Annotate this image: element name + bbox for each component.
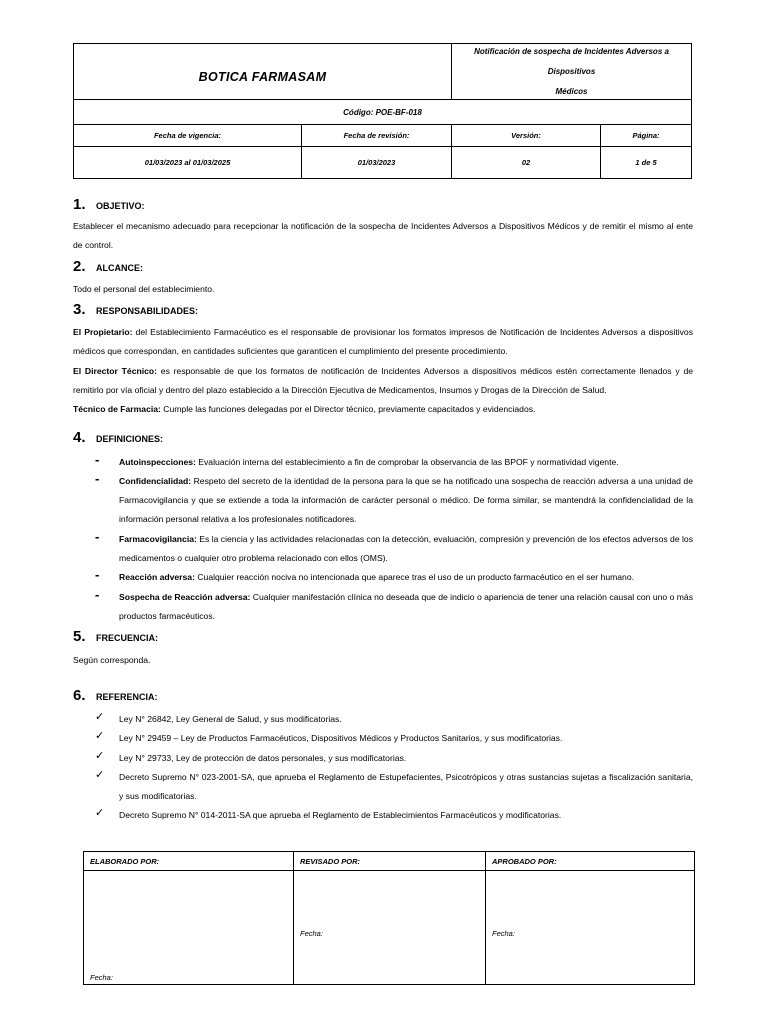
definicion-text: Es la ciencia y las actividades relacionadas con la detección, evaluación, compresión y prevención de los efectos adversos de los medicamentos o cualquier otro problema relacionado con ellos (OMS). <box>119 534 693 563</box>
signature-date-label: Fecha: <box>90 973 113 982</box>
section-number: 4. <box>73 429 86 446</box>
referencia-item <box>95 729 693 748</box>
section-title: RESPONSABILIDADES: <box>96 306 199 316</box>
definicion-text: Evaluación interna del establecimiento a fin de comprobar la observancia de las BPOF y normatividad vigente. <box>195 457 619 467</box>
document-title-line: Notificación de sospecha de Incidentes Adversos a <box>474 46 669 56</box>
responsabilidad-propietario <box>73 323 693 361</box>
responsabilidad-text: Cumple las funciones delegadas por el Director técnico, previamente capacitados y evidenciados. <box>160 404 536 414</box>
definicion-item <box>95 453 693 472</box>
section-heading-referencia <box>73 687 158 704</box>
section-number: 3. <box>73 301 86 318</box>
alcance-paragraph: Todo el personal del establecimiento. <box>73 284 215 294</box>
section-title: ALCANCE: <box>96 263 143 273</box>
responsabilidad-term: El Propietario: <box>73 327 133 337</box>
referencia-item <box>95 806 693 825</box>
checkmark-icon: ✓ <box>95 750 105 762</box>
checkmark-icon: ✓ <box>95 769 105 781</box>
section-heading-definiciones <box>73 429 163 446</box>
frecuencia-paragraph: Según corresponda. <box>73 655 151 665</box>
section-number: 5. <box>73 628 86 645</box>
section-title: OBJETIVO: <box>96 201 145 211</box>
responsabilidad-tecnico <box>73 400 693 419</box>
validity-date-label: Fecha de vigencia: <box>74 125 302 146</box>
definicion-item <box>95 588 693 626</box>
responsabilidad-text: del Establecimiento Farmacéutico es el responsable de provisionar los formatos impresos de Notificación de Incidentes Adversos a dispositivos médicos que correspondan, en cantidades suficientes que garanticen el cumplimiento del presente procedimiento. <box>73 327 694 356</box>
referencia-text: Decreto Supremo N° 023-2001-SA, que aprueba el Reglamento de Estupefacientes, Psicotrópicos y otras sustancias sujetas a fiscalización sanitaria, y sus modificatorias. <box>119 772 693 801</box>
signature-header: REVISADO POR: <box>294 852 485 871</box>
version-label: Versión: <box>452 125 601 146</box>
section-number: 2. <box>73 258 86 275</box>
dash-bullet: - <box>95 471 100 486</box>
referencia-item <box>95 710 693 729</box>
signature-elaborado <box>84 852 294 984</box>
dash-bullet: - <box>95 567 100 582</box>
document-header-table <box>73 43 692 179</box>
page-number-value: 1 de 5 <box>635 158 657 167</box>
version-value: 02 <box>452 147 601 178</box>
section-heading-responsabilidades <box>73 301 198 318</box>
dash-bullet: - <box>95 452 100 467</box>
document-title-line: Dispositivos <box>547 66 596 76</box>
definicion-term: Autoinspecciones: <box>119 457 196 467</box>
checkmark-icon: ✓ <box>95 730 105 742</box>
signature-aprobado <box>486 852 694 984</box>
validity-date-value: 01/03/2023 al 01/03/2025 <box>74 147 302 178</box>
company-name: BOTICA FARMASAM <box>74 44 452 99</box>
section-heading-alcance <box>73 258 143 275</box>
section-heading-frecuencia <box>73 628 158 645</box>
definicion-term: Confidencialidad: <box>119 476 192 486</box>
signature-table <box>83 851 695 985</box>
objetivo-paragraph: Establecer el mecanismo adecuado para recepcionar la notificación de la sospecha de Incidentes Adversos a Dispositivos Médicos y de remitir el mismo al ente de control. <box>73 221 693 250</box>
page-label: Página: <box>632 131 660 140</box>
signature-date-label: Fecha: <box>492 929 515 938</box>
responsabilidad-term: Técnico de Farmacia: <box>73 404 161 414</box>
responsabilidad-term: El Director Técnico: <box>73 366 158 376</box>
definicion-item <box>95 530 693 568</box>
revision-date-label: Fecha de revisión: <box>302 125 452 146</box>
checkmark-icon: ✓ <box>95 807 105 819</box>
signature-revisado <box>294 852 486 984</box>
revision-date-value: 01/03/2023 <box>302 147 452 178</box>
signature-header: APROBADO POR: <box>486 852 694 871</box>
definicion-text: Respeto del secreto de la identidad de la persona para la que se ha notificado una sospecha de reacción adversa a una unidad de Farmacovigilancia y que se extiende a toda la información de carácter personal o médico. De forma similar, se mantendrá la confidencialidad de la información personal relativa a los profesionales notificadores. <box>119 476 693 524</box>
section-number: 1. <box>73 196 86 213</box>
referencia-item <box>95 768 693 806</box>
referencia-text: Ley N° 26842, Ley General de Salud, y sus modificatorias. <box>119 714 342 724</box>
referencia-item <box>95 749 693 768</box>
checkmark-icon: ✓ <box>95 711 105 723</box>
definicion-item <box>95 472 693 529</box>
referencia-text: Decreto Supremo N° 014-2011-SA que aprueba el Reglamento de Establecimientos Farmacéuticos y modificatorias. <box>119 810 562 820</box>
section-title: DEFINICIONES: <box>96 434 164 444</box>
responsabilidad-text: es responsable de que los formatos de notificación de Incidentes Adversos a dispositivos médicos estén correctamente llenados y de remitirlo por vía oficial y dentro del plazo establecido a la Dirección Ejecutiva de Medicamentos, Insumos y Drogas de la Dirección de Salud. <box>73 366 694 395</box>
responsabilidad-director <box>73 362 693 400</box>
definicion-term: Reacción adversa: <box>119 572 195 582</box>
signature-header: ELABORADO POR: <box>84 852 293 871</box>
definicion-term: Farmacovigilancia: <box>119 534 197 544</box>
definicion-text: Cualquier manifestación clínica no deseada que de indicio o apariencia de tener una relación causal con uno o más productos farmacéuticos. <box>119 592 693 621</box>
dash-bullet: - <box>95 587 100 602</box>
referencia-text: Ley N° 29459 – Ley de Productos Farmacéuticos, Dispositivos Médicos y Productos Sanitarios, y sus modificatorias. <box>119 733 563 743</box>
section-title: FRECUENCIA: <box>96 633 158 643</box>
document-title-line: Médicos <box>555 86 588 96</box>
section-title: REFERENCIA: <box>96 692 158 702</box>
document-title <box>452 44 691 99</box>
document-code: Código: POE-BF-018 <box>74 100 691 125</box>
referencia-text: Ley N° 29733, Ley de protección de datos personales, y sus modificatorias. <box>119 753 407 763</box>
dash-bullet: - <box>95 529 100 544</box>
section-number: 6. <box>73 687 86 704</box>
section-heading-objetivo <box>73 196 145 213</box>
definicion-term: Sospecha de Reacción adversa: <box>119 592 251 602</box>
definicion-text: Cualquier reacción nociva no intencionada que aparece tras el uso de un producto farmacéutico en el ser humano. <box>194 572 634 582</box>
definicion-item <box>95 568 693 587</box>
signature-date-label: Fecha: <box>300 929 323 938</box>
